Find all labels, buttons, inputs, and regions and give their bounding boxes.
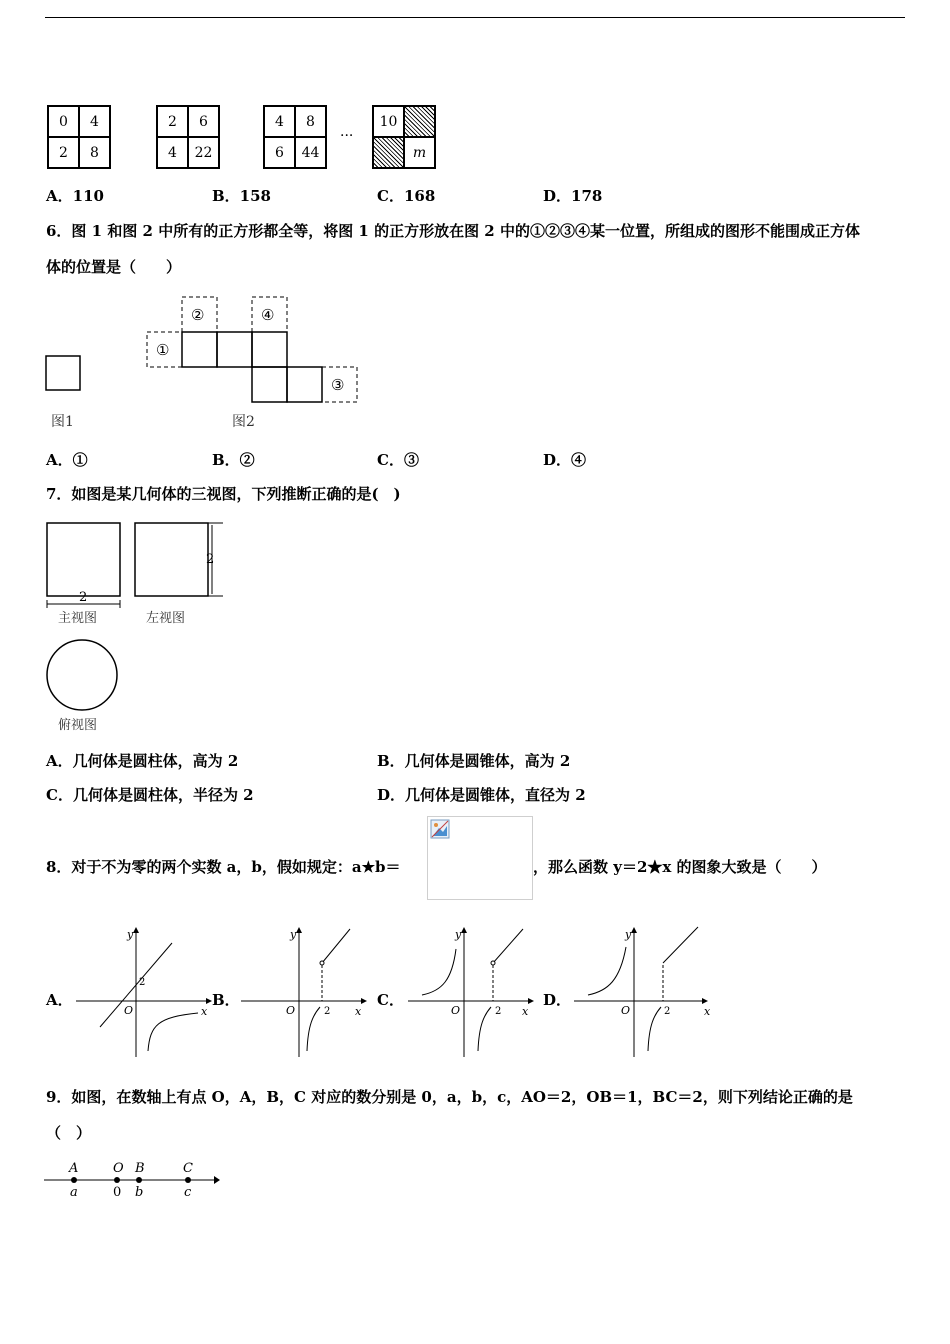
y-axis-arrow xyxy=(296,927,302,933)
point-c-value: c xyxy=(184,1185,192,1200)
grid-cell: 6 xyxy=(264,137,295,168)
tick-label: 2 xyxy=(139,977,146,988)
line-branch xyxy=(493,929,523,963)
q8-option-c: C． xyxy=(377,991,404,1009)
grid-cell: 8 xyxy=(79,137,110,168)
point-b-value: b xyxy=(135,1185,144,1200)
grid-cell: 2 xyxy=(48,137,79,168)
grid-cell: 4 xyxy=(157,137,188,168)
x-axis-arrow xyxy=(206,998,212,1004)
q6-option-c: C．③ xyxy=(377,451,419,469)
q5-option-b: B．158 xyxy=(212,187,271,205)
grid-cell: 10 xyxy=(373,106,404,137)
grid-cell: m xyxy=(404,137,435,168)
tick-label: 2 xyxy=(664,1006,671,1017)
curve-branch-left xyxy=(422,949,456,995)
number-line xyxy=(42,1156,232,1202)
line-branch xyxy=(663,927,698,963)
curve-branch xyxy=(307,1007,320,1051)
grid-cell: 4 xyxy=(264,106,295,137)
fig2-label: 图2 xyxy=(232,414,255,430)
fig1-label: 图1 xyxy=(51,414,74,430)
top-view-label: 俯视图 xyxy=(58,718,98,733)
y-axis-label: y xyxy=(455,928,462,941)
net-square xyxy=(182,332,217,367)
origin-label: O xyxy=(451,1004,461,1017)
y-axis-label: y xyxy=(290,928,297,941)
top-view xyxy=(47,640,117,710)
number-grid-1 xyxy=(47,105,111,169)
side-view xyxy=(135,523,208,596)
q7-option-b: B．几何体是圆锥体，高为 2 xyxy=(377,752,571,770)
point-a-name: A xyxy=(69,1161,79,1176)
hatched-cell xyxy=(373,137,404,168)
number-grid-4 xyxy=(372,105,436,169)
q8-option-b: B． xyxy=(212,991,240,1009)
x-axis-label: x xyxy=(201,1005,208,1018)
point-b xyxy=(136,1177,142,1183)
q9-stem-line2: （ ） xyxy=(46,1124,92,1142)
q5-option-d: D．178 xyxy=(543,187,603,205)
open-point xyxy=(320,961,324,965)
point-a-value: a xyxy=(70,1185,78,1200)
q7-option-c: C．几何体是圆柱体，半径为 2 xyxy=(46,786,254,804)
marker-2: ② xyxy=(191,306,205,324)
point-o-name: O xyxy=(113,1161,124,1176)
origin-label: O xyxy=(286,1004,296,1017)
q5-option-a: A．110 xyxy=(46,187,104,205)
net-square xyxy=(217,332,252,367)
marker-1: ① xyxy=(156,341,170,359)
number-grid-3 xyxy=(263,105,327,169)
width-dim-label: 2 xyxy=(79,590,88,605)
point-a xyxy=(71,1177,77,1183)
line-branch xyxy=(322,929,350,963)
point-o-value: 0 xyxy=(113,1185,122,1200)
q8-option-a: A． xyxy=(46,991,73,1009)
curve-branch-left xyxy=(588,947,626,995)
q7-option-d: D．几何体是圆锥体，直径为 2 xyxy=(377,786,586,804)
q6-stem-line2: 体的位置是（ ） xyxy=(46,258,182,276)
x-axis-label: x xyxy=(522,1005,529,1018)
net-square xyxy=(252,367,287,402)
q5-option-c: C．168 xyxy=(377,187,436,205)
front-view-label: 主视图 xyxy=(58,611,98,626)
hatched-cell xyxy=(404,106,435,137)
formula-image-placeholder xyxy=(427,816,533,900)
point-o xyxy=(114,1177,120,1183)
y-axis-arrow xyxy=(461,927,467,933)
grid-cell: 44 xyxy=(295,137,326,168)
number-grid-2 xyxy=(156,105,220,169)
x-axis-arrow xyxy=(361,998,367,1004)
x-axis-arrow xyxy=(528,998,534,1004)
ellipsis: ··· xyxy=(340,128,354,144)
point-c xyxy=(185,1177,191,1183)
height-dim-label: 2 xyxy=(206,552,215,567)
y-axis-arrow xyxy=(631,927,637,933)
graph-c xyxy=(402,925,544,1059)
origin-label: O xyxy=(124,1004,134,1017)
y-axis-label: y xyxy=(625,928,632,941)
graph-a xyxy=(70,925,212,1059)
q7-stem: 7．如图是某几何体的三视图，下列推断正确的是( ) xyxy=(46,485,401,503)
x-axis-label: x xyxy=(704,1005,711,1018)
q6-option-d: D．④ xyxy=(543,451,587,469)
grid-cell: 4 xyxy=(79,106,110,137)
q7-three-views xyxy=(40,518,240,738)
front-view xyxy=(47,523,120,596)
q8-option-d: D． xyxy=(543,991,572,1009)
q6-option-b: B．② xyxy=(212,451,255,469)
number-line-arrow xyxy=(214,1176,220,1184)
fig1-square xyxy=(46,356,80,390)
graph-d xyxy=(568,925,714,1059)
net-square xyxy=(287,367,322,402)
tick-label: 2 xyxy=(495,1006,502,1017)
y-axis-arrow xyxy=(133,927,139,933)
q6-option-a: A．① xyxy=(46,451,88,469)
point-c-name: C xyxy=(183,1161,193,1176)
header-rule xyxy=(45,17,905,18)
curve-branch xyxy=(148,1013,198,1051)
x-axis-arrow xyxy=(702,998,708,1004)
broken-image-icon xyxy=(430,819,450,839)
point-b-name: B xyxy=(135,1161,145,1176)
grid-cell: 22 xyxy=(188,137,219,168)
curve-branch-right xyxy=(478,1007,491,1051)
q7-option-a: A．几何体是圆柱体，高为 2 xyxy=(46,752,239,770)
marker-4: ④ xyxy=(261,306,275,324)
curve-branch-right xyxy=(648,1007,661,1051)
open-point xyxy=(491,961,495,965)
q6-figure xyxy=(40,292,370,432)
q8-stem-right: ，那么函数 y＝2★x 的图象大致是（ ） xyxy=(533,858,827,876)
marker-3: ③ xyxy=(331,376,345,394)
q6-stem-line1: 6．图 1 和图 2 中所有的正方形都全等，将图 1 的正方形放在图 2 中的①②③④某一位置，所组成的图形不能围成正方体 xyxy=(46,222,860,240)
grid-cell: 2 xyxy=(157,106,188,137)
graph-b xyxy=(235,925,377,1059)
x-axis-label: x xyxy=(355,1005,362,1018)
q9-stem-line1: 9．如图，在数轴上有点 O，A，B，C 对应的数分别是 0，a，b，c，AO＝2，OB＝1，BC＝2，则下列结论正确的是 xyxy=(46,1088,853,1106)
grid-cell: 0 xyxy=(48,106,79,137)
grid-cell: 8 xyxy=(295,106,326,137)
y-axis-label: y xyxy=(127,928,134,941)
net-square xyxy=(252,332,287,367)
origin-label: O xyxy=(621,1004,631,1017)
grid-cell: 6 xyxy=(188,106,219,137)
tick-label: 2 xyxy=(324,1006,331,1017)
side-view-label: 左视图 xyxy=(146,611,186,626)
q8-stem-left: 8．对于不为零的两个实数 a，b，假如规定：a★b＝ xyxy=(46,858,401,876)
